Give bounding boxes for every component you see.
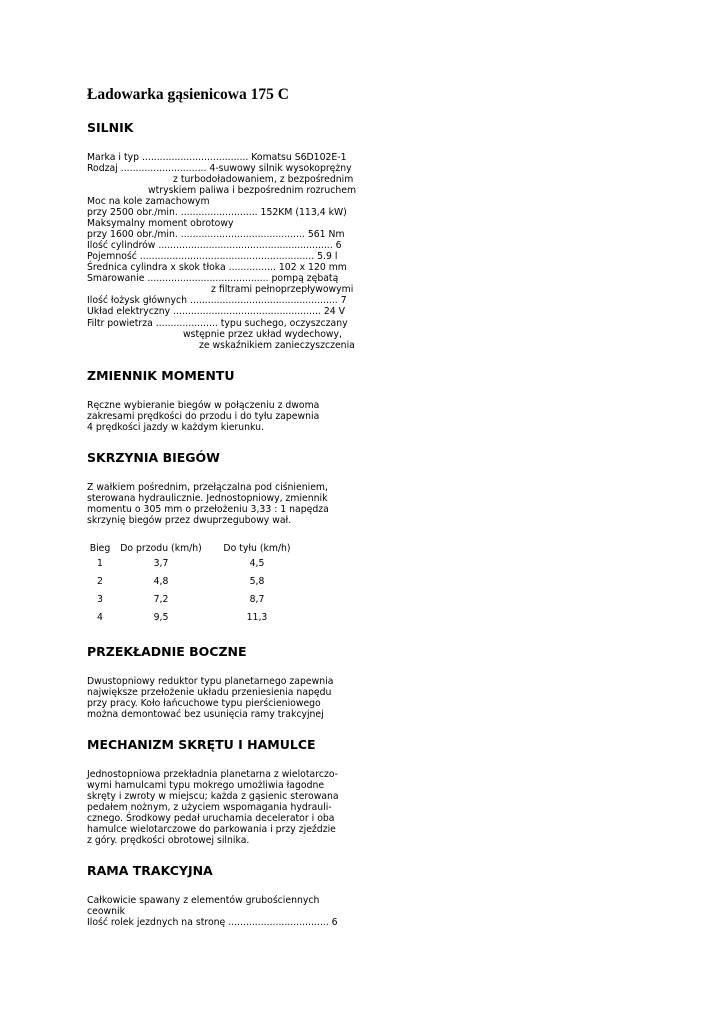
- paragraph-line: przy pracy. Koło łańcuchowe typu pierścieniowego: [87, 698, 321, 709]
- paragraph-line: Ręczne wybieranie biegów w połączeniu z dwoma: [87, 400, 320, 411]
- table-cell: 9,5: [153, 612, 169, 623]
- paragraph-line: skręty i zwroty w miejscu; każda z gąsienic sterowana: [87, 791, 339, 802]
- spec-line: Smarowanie ......................................... pompą zębatą: [87, 273, 339, 284]
- spec-line: przy 1600 obr./min. .......................................... 561 Nm: [87, 229, 345, 240]
- table-cell: 3: [97, 594, 103, 605]
- spec-line: Filtr powietrza ..................... typu suchego, oczyszczany: [87, 318, 348, 329]
- section-heading-zmiennik: ZMIENNIK MOMENTU: [87, 368, 235, 383]
- spec-line: wtryskiem paliwa i bezpośrednim rozruchem: [148, 185, 357, 196]
- table-cell: 2: [97, 576, 103, 587]
- spec-line: przy 2500 obr./min. .......................... 152KM (113,4 kW): [87, 207, 347, 218]
- table-cell: 8,7: [249, 594, 265, 605]
- section-heading-mechanizm: MECHANIZM SKRĘTU I HAMULCE: [87, 737, 316, 752]
- table-cell: 5,8: [249, 576, 265, 587]
- paragraph-line: 4 prędkości jazdy w każdym kierunku.: [87, 422, 264, 433]
- paragraph-line: sterowana hydraulicznie. Jednostopniowy, zmiennik: [87, 493, 328, 504]
- section-heading-silnik: SILNIK: [87, 120, 134, 135]
- spec-line: Układ elektryczny .................................................. 24 V: [87, 306, 345, 317]
- table-cell: 3,7: [153, 558, 169, 569]
- spec-line: Moc na kole zamachowym: [87, 196, 210, 207]
- table-cell: 7,2: [153, 594, 169, 605]
- table-header-cell: Bieg: [89, 543, 111, 554]
- table-cell: 11,3: [246, 612, 268, 623]
- paragraph-line: wymi hamulcami typu mokrego umożliwia łagodne: [87, 780, 325, 791]
- paragraph-line: cznego. Środkowy pedał uruchamia decelerator i oba: [87, 813, 335, 824]
- spec-line: Ilość łożysk głównych .................................................. 7: [87, 295, 347, 306]
- paragraph-line: Całkowicie spawany z elementów grubościennych: [87, 895, 320, 906]
- paragraph-line: Dwustopniowy reduktor typu planetarnego zapewnia: [87, 676, 334, 687]
- table-cell: 4: [97, 612, 103, 623]
- spec-line: wstępnie przez układ wydechowy,: [183, 329, 342, 340]
- section-heading-skrzynia: SKRZYNIA BIEGÓW: [87, 450, 220, 465]
- section-heading-rama: RAMA TRAKCYJNA: [87, 863, 213, 878]
- table-cell: 1: [97, 558, 103, 569]
- document-title: Ładowarka gąsienicowa 175 C: [87, 86, 289, 103]
- paragraph-line: pedałem nożnym, z użyciem wspomagania hydrauli-: [87, 802, 332, 813]
- paragraph-line: hamulce wielotarczowe do parkowania i przy zjeździe: [87, 824, 336, 835]
- paragraph-line: największe przełożenie układu przeniesienia napędu: [87, 687, 332, 698]
- table-header-cell: Do przodu (km/h): [120, 543, 202, 554]
- spec-line: Ilość cylindrów ........................................................... 6: [87, 240, 342, 251]
- spec-line: Rodzaj ............................. 4-suwowy silnik wysokoprężny: [87, 163, 352, 174]
- spec-line: Maksymalny moment obrotowy: [87, 218, 234, 229]
- paragraph-line: skrzynię biegów przez dwuprzegubowy wał.: [87, 515, 292, 526]
- spec-line: Pojemność ........................................................... 5.9 l: [87, 251, 338, 262]
- paragraph-line: Z wałkiem pośrednim, przełączalna pod ciśnieniem,: [87, 482, 328, 493]
- spec-line: z filtrami pełnoprzepływowymi: [211, 284, 354, 295]
- spec-line: ze wskaźnikiem zanieczyszczenia: [199, 340, 355, 351]
- spec-line: z turbodoładowaniem, z bezpośrednim: [173, 174, 354, 185]
- paragraph-line: zakresami prędkości do przodu i do tyłu zapewnia: [87, 411, 320, 422]
- paragraph-line: można demontować bez usunięcia ramy trakcyjnej: [87, 709, 324, 720]
- paragraph-line: Jednostopniowa przekładnia planetarna z wielotarczo-: [87, 769, 339, 780]
- table-cell: 4,8: [153, 576, 169, 587]
- spec-line: Marka i typ .................................... Komatsu S6D102E-1: [87, 152, 347, 163]
- spec-line: Ilość rolek jezdnych na stronę .................................. 6: [87, 917, 338, 928]
- section-heading-przekladnie: PRZEKŁADNIE BOCZNE: [87, 644, 247, 659]
- table-cell: 4,5: [249, 558, 265, 569]
- paragraph-line: z góry. prędkości obrotowej silnika.: [87, 835, 250, 846]
- table-header-cell: Do tyłu (km/h): [223, 543, 291, 554]
- paragraph-line: momentu o 305 mm o przełożeniu 3,33 : 1 napędza: [87, 504, 329, 515]
- paragraph-line: ceownik: [87, 906, 125, 917]
- spec-line: Średnica cylindra x skok tłoka ................ 102 x 120 mm: [87, 262, 347, 273]
